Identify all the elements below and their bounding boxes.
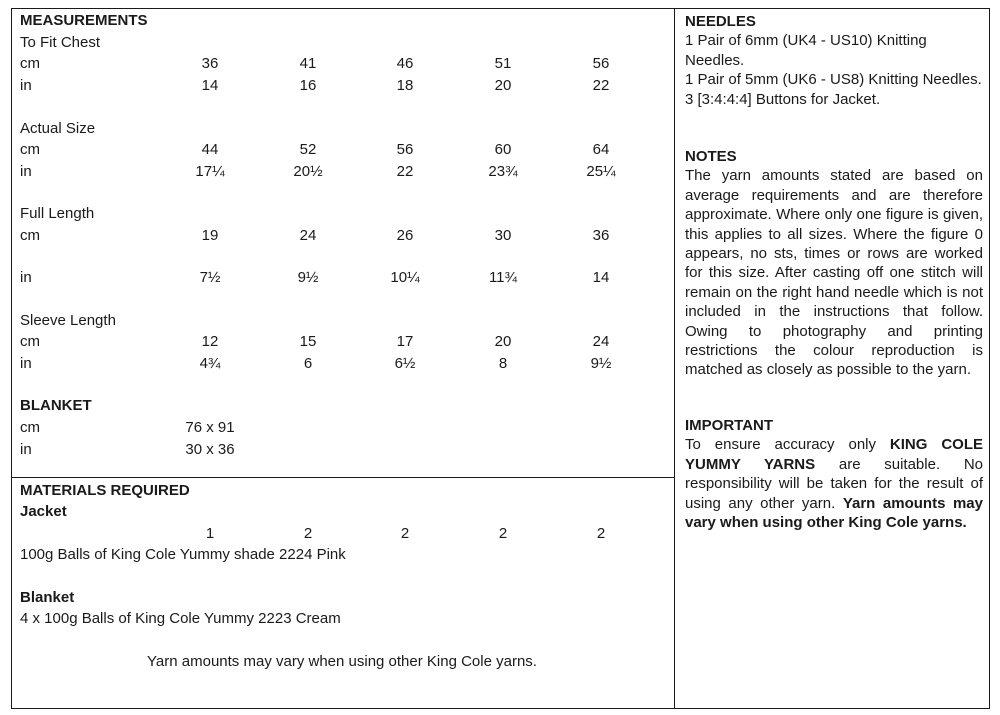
blanket-yarn-description: 4 x 100g Balls of King Cole Yummy 2223 Cream — [20, 610, 341, 627]
size-value: 20 — [494, 77, 512, 94]
size-value: 23¾ — [488, 163, 518, 180]
size-value: 18 — [396, 77, 414, 94]
section-divider — [11, 477, 674, 478]
row-label: cm — [20, 333, 40, 350]
size-value: 56 — [592, 55, 610, 72]
sleeve-length-label: Sleeve Length — [20, 312, 116, 329]
row-label: cm — [20, 227, 40, 244]
size-value: 26 — [396, 227, 414, 244]
size-value: 7½ — [199, 269, 221, 286]
size-value: 9½ — [297, 269, 319, 286]
quantity-value: 2 — [596, 525, 606, 542]
size-value: 17 — [396, 333, 414, 350]
quantity-value: 2 — [400, 525, 410, 542]
size-value: 24 — [299, 227, 317, 244]
size-value: 52 — [299, 141, 317, 158]
size-value: 46 — [396, 55, 414, 72]
row-label: in — [20, 77, 32, 94]
size-value: 64 — [592, 141, 610, 158]
size-value: 36 — [592, 227, 610, 244]
size-value: 12 — [201, 333, 219, 350]
size-value: 8 — [498, 355, 508, 372]
quantity-value: 2 — [498, 525, 508, 542]
buttons-line: 3 [3:4:4:4] Buttons for Jacket. — [685, 90, 881, 108]
size-value: 16 — [299, 77, 317, 94]
size-value: 10¼ — [390, 269, 420, 286]
size-value: 44 — [201, 141, 219, 158]
size-value: 9½ — [590, 355, 612, 372]
row-label: in — [20, 355, 32, 372]
size-value: 22 — [592, 77, 610, 94]
row-label: cm — [20, 55, 40, 72]
row-label: in — [20, 441, 32, 458]
size-value: 30 — [494, 227, 512, 244]
full-length-label: Full Length — [20, 205, 95, 222]
materials-heading: MATERIALS REQUIRED — [20, 482, 190, 499]
row-label: in — [20, 163, 32, 180]
needles-heading: NEEDLES — [685, 13, 756, 30]
notes-text: The yarn amounts stated are based on average requirements and are therefore approximate. Where only one figure is given, this applies to all sizes. Where the figure 0 appears, no sts, times or rows are worked for this size. After casting off one stitch will remain on the right hand needle which is not included in the instructions that follow. Owing to photography and printing restrictions the colour reproduction is matched as closely as possible to the yarn. — [685, 167, 983, 379]
important-text-part: are suitable. No responsibility will be taken for the result of using any other yarn. — [685, 455, 983, 512]
important-section — [685, 416, 983, 532]
blanket-heading: BLANKET — [20, 397, 92, 414]
measurements-heading: MEASUREMENTS — [20, 12, 148, 29]
jacket-yarn-description: 100g Balls of King Cole Yummy shade 2224 Pink — [20, 546, 346, 563]
size-value: 6 — [303, 355, 313, 372]
jacket-heading: Jacket — [20, 503, 67, 520]
size-value: 17¼ — [195, 163, 225, 180]
size-value: 20 — [494, 333, 512, 350]
important-text — [685, 435, 983, 532]
actual-size-label: Actual Size — [20, 120, 96, 137]
size-value: 14 — [592, 269, 610, 286]
quantity-value: 1 — [205, 525, 215, 542]
blanket-materials-heading: Blanket — [20, 589, 75, 606]
important-bold-part: Yarn amounts may vary when using other King Cole yarns. — [685, 494, 983, 532]
important-text-part: To ensure accuracy only — [685, 436, 890, 454]
size-value: 14 — [201, 77, 219, 94]
size-value: 15 — [299, 333, 317, 350]
row-label: in — [20, 269, 32, 286]
size-value: 24 — [592, 333, 610, 350]
size-value: 51 — [494, 55, 512, 72]
important-heading: IMPORTANT — [685, 417, 774, 434]
row-label: cm — [20, 141, 40, 158]
blanket-size-value: 30 x 36 — [185, 441, 235, 458]
size-value: 11¾ — [488, 269, 518, 286]
size-value: 20½ — [293, 163, 323, 180]
size-value: 41 — [299, 55, 317, 72]
size-value: 4¾ — [199, 355, 221, 372]
size-value: 36 — [201, 55, 219, 72]
size-value: 56 — [396, 141, 414, 158]
quantity-value: 2 — [303, 525, 313, 542]
size-value: 22 — [396, 163, 414, 180]
important-bold-part: KING COLE YUMMY YARNS — [685, 436, 983, 473]
needles-line: 1 Pair of 5mm (UK6 - US8) Knitting Needles. — [685, 71, 982, 89]
needles-section — [685, 12, 983, 109]
size-value: 19 — [201, 227, 219, 244]
size-value: 60 — [494, 141, 512, 158]
needles-line: 1 Pair of 6mm (UK4 - US10) Knitting Needles. — [685, 32, 927, 69]
notes-heading: NOTES — [685, 148, 737, 165]
size-value: 25¼ — [586, 163, 616, 180]
notes-section — [685, 147, 983, 380]
to-fit-chest-label: To Fit Chest — [20, 34, 101, 51]
size-value: 6½ — [394, 355, 416, 372]
column-divider — [674, 8, 675, 709]
yarn-amounts-note: Yarn amounts may vary when using other King Cole yarns. — [147, 653, 537, 670]
blanket-size-value: 76 x 91 — [185, 419, 235, 436]
row-label: cm — [20, 419, 40, 436]
